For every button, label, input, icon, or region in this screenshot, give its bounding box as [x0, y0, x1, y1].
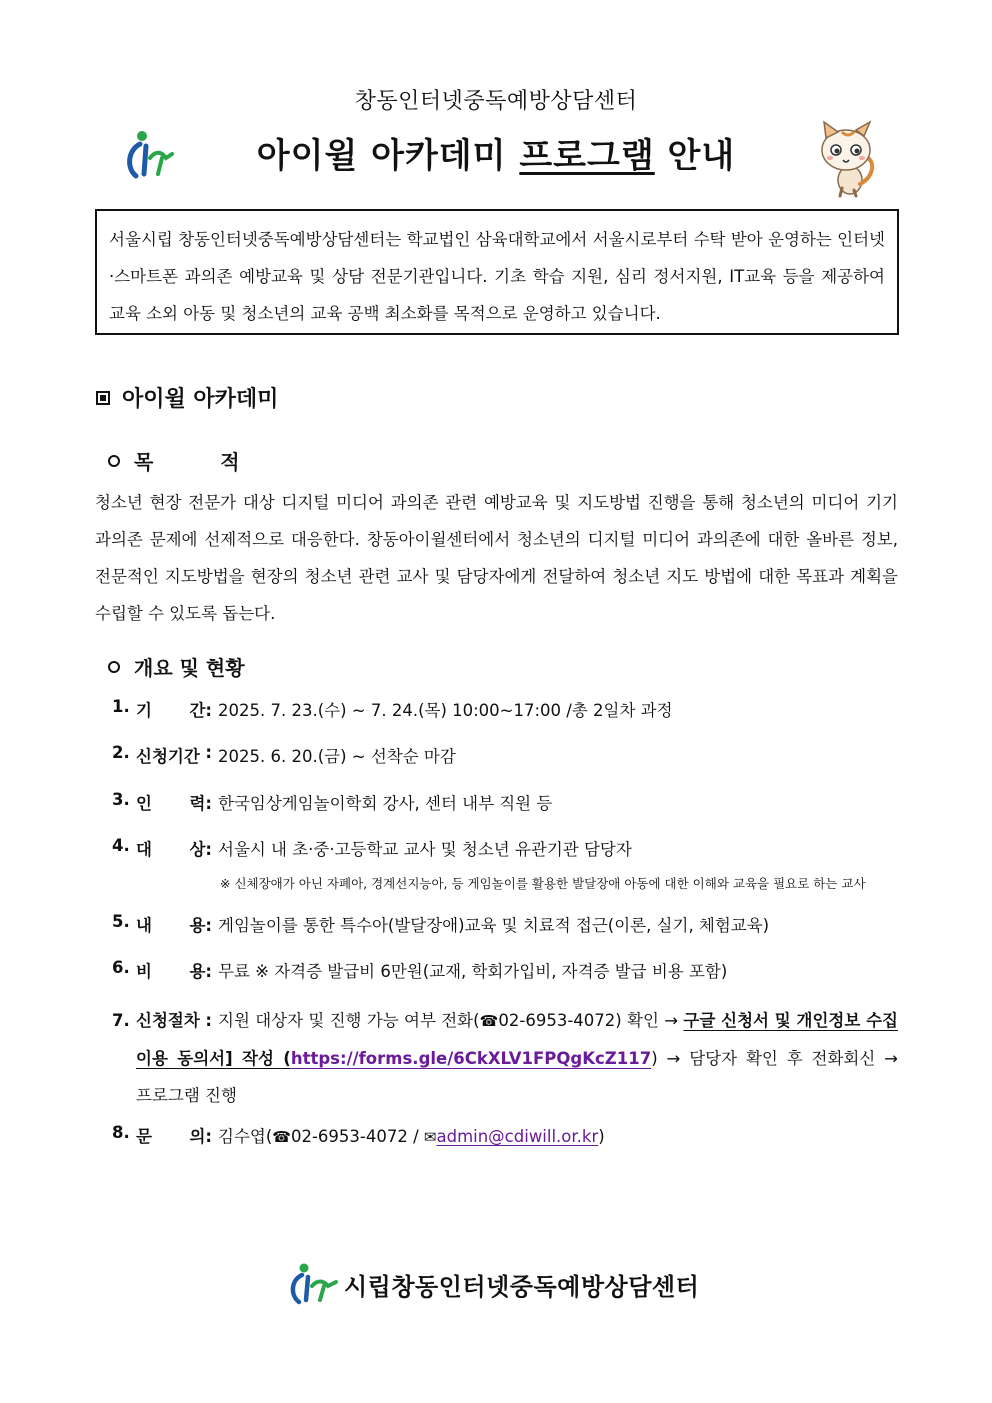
section-title: 아이윌 아카데미 — [96, 382, 278, 413]
target-note: ※ 신체장애가 아닌 자폐아, 경계선지능아, 등 게임놀이를 활용한 발달장애 아동에 대한 이해와 교육을 필요로 하는 교사 — [220, 876, 866, 891]
list-item-application-period: 2. 신청기간 : 2025. 6. 20.(금) ~ 선착순 마감 — [112, 743, 456, 766]
overview-heading: 개요 및 현황 — [108, 652, 245, 681]
cat-mascot-icon — [806, 118, 890, 198]
list-item-cost: 6. 비 용: 무료 ※ 자격증 발급비 6만원(교재, 학회가입비, 자격증 발급 비용 포함) — [112, 958, 728, 981]
circle-bullet-icon — [108, 661, 120, 673]
square-bullet-icon — [96, 391, 110, 405]
phone-icon: ☎ — [479, 1012, 499, 1030]
list-item-content: 5. 내 용: 게임놀이를 통한 특수아(발달장애)교육 및 치료적 접근(이론, 실기, 체험교육) — [112, 912, 770, 935]
list-item-procedure: 7. 신청절차 : 지원 대상자 및 진행 가능 여부 전화(☎02-6953-4072) 확인 → 구글 신청서 및 개인정보 수집 이용 동의서] 작성 (https://forms.gle/6CkXLV1FPQgKcZ117) → 담당자 확인 후 전화회신 → 프로그램 진행 — [112, 1011, 899, 1105]
list-item-period: 1. 기 간: 2025. 7. 23.(수) ~ 7. 24.(목) 10:00~17:00 /총 2일차 과정 — [112, 697, 673, 720]
center-logo-icon — [286, 1262, 342, 1306]
list-item-contact: 8. 문 의: 김수엽(☎02-6953-4072 / ✉admin@cdiwill.or.kr) — [112, 1123, 605, 1146]
purpose-heading: 목 적 — [108, 446, 270, 475]
google-form-link[interactable]: https://forms.gle/6CkXLV1FPQgKcZ117 — [290, 1049, 652, 1068]
page-title: 아이윌 아카데미 프로그램 안내 — [256, 136, 736, 176]
intro-box: 서울시립 창동인터넷중독예방상담센터는 학교법인 삼육대학교에서 서울시로부터 수탁 받아 운영하는 인터넷·스마트폰 과의존 예방교육 및 상담 전문기관입니다. 기초 학습 지원, 심리 정서지원, IT교육 등을 제공하여 교육 소외 아동 및 청소년의 교육 공백 최소화를 목적으로 운영하고 있습니다. — [95, 209, 899, 335]
apply-form-instruction: 구글 신청서 및 개인정보 수집 이용 동의서] 작성 ( — [136, 1011, 898, 1068]
list-item-target: 4. 대 상: 서울시 내 초·중·고등학교 교사 및 청소년 유관기관 담당자 — [112, 836, 632, 859]
phone-icon: ☎ — [272, 1128, 291, 1146]
list-item-staff: 3. 인 력: 한국임상게임놀이학회 강사, 센터 내부 직원 등 — [112, 790, 553, 813]
footer-org: 시립창동인터넷중독예방상담센터 — [286, 1262, 699, 1306]
org-name: 창동인터넷중독예방상담센터 — [354, 89, 638, 114]
envelope-icon: ✉ — [423, 1128, 437, 1146]
email-link[interactable]: admin@cdiwill.or.kr — [436, 1127, 599, 1146]
circle-bullet-icon — [108, 455, 120, 467]
purpose-text: 청소년 현장 전문가 대상 디지털 미디어 과의존 관련 예방교육 및 지도방법 진행을 통해 청소년의 미디어 기기 과의존 문제에 선제적으로 대응한다. 창동아이윌센터에서 청소년의 디지털 미디어 과의존에 대한 올바른 정보, 전문적인 지도방법을 현장의 청소년 관련 교사 및 담당자에게 전달하여 청소년 지도 방법에 대한 목표과 계획을 수립할 수 있도록 돕는다. — [95, 493, 898, 623]
